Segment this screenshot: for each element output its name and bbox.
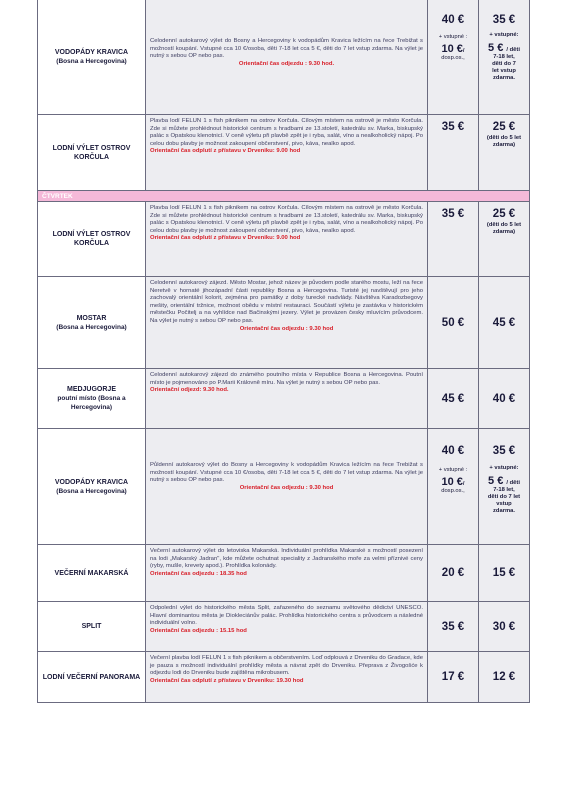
entry-fee-line: zdarma.: [493, 75, 515, 81]
child-price: [479, 0, 529, 114]
excursion-title: SPLIT: [81, 623, 102, 630]
table-row: [38, 202, 529, 277]
excursion-title: VODOPÁDY KRAVICA: [54, 478, 129, 486]
description-text: Celodenní autokarový výlet do Bosny a Hercegoviny k vodopádům Kravica ležícím na řece Trebižat s možností koupání. Vstupné cca 10 €/osoba, děti 7-18 let cca 5 €, děti do 7 let vstup zdarma. Na výlet je nutný s sebou OP nebo pas.: [150, 38, 423, 60]
price-value: 35 €: [441, 121, 465, 133]
departure-time: Orientační čas odjezdu : 15.15 hod: [150, 627, 247, 634]
entry-fee-value: [441, 43, 464, 55]
price-value: 35 €: [441, 208, 465, 220]
adult-price: [428, 545, 479, 601]
entry-fee-line: / děti: [506, 480, 520, 486]
price-value: 45 €: [441, 392, 465, 405]
table-row: [38, 115, 529, 191]
description-text: Půldenní autokarový výlet do Bosny a Hercegoviny k vodopádům Kravica ležícím na řece Trebižat s možností koupání. Vstupné cca 10 €/osoba, děti 7-18 let cca 5 €, děti do 7 let vstup zdarma. Na výlet je nutný s sebou OP nebo pas.: [150, 462, 423, 484]
day-header: ČTVRTEK: [38, 191, 529, 202]
price-value: 50 €: [441, 316, 465, 329]
entry-fee-value: [488, 42, 520, 54]
price-value: 30 €: [492, 620, 516, 633]
child-price: [479, 429, 529, 544]
entry-fee-amount: 5 €: [488, 475, 504, 487]
price-value: 25 €: [492, 121, 516, 133]
child-price: [479, 277, 529, 368]
excursion-description: [146, 115, 428, 190]
price-value: 35 €: [492, 445, 516, 457]
departure-time: Orientační čas odplutí z přístavu v Drveniku: 9.00 hod: [150, 235, 301, 242]
excursion-region: poutní místo (Bosna a Hercegovina): [57, 395, 126, 411]
price-value: 35 €: [441, 620, 465, 633]
entry-fee-amount: 5 €: [488, 42, 504, 54]
excursion-name: [38, 602, 146, 651]
table-row: [38, 429, 529, 545]
child-price: [479, 369, 529, 428]
price-value: 25 €: [492, 208, 516, 220]
entry-fee-line: děti do 7 let: [487, 494, 521, 500]
adult-price: [428, 0, 479, 114]
excursion-description: [146, 545, 428, 601]
adult-price: [428, 369, 479, 428]
entry-fee-amount: 10 €: [441, 43, 463, 55]
entry-fee-value: [441, 476, 464, 488]
excursion-name: [38, 202, 146, 276]
entry-fee-line: 7-18 let,: [493, 54, 515, 60]
excursion-title: LODNÍ VÝLET OSTROV KORČULA: [52, 231, 131, 247]
excursion-description: [146, 202, 428, 276]
entry-fee-note: dosp.os.,: [441, 55, 465, 61]
price-value: 40 €: [492, 392, 516, 405]
description-text: Celodenní autokarový zájezd do známého poutního místa v Republice Bosna a Hercegovina. Poutní místo je pojmenováno po P.Marii Královně míru. Na výlet je nutný s sebou OP nebo pas.: [150, 372, 423, 386]
excursion-region: (Bosna a Hercegovina): [56, 323, 127, 331]
excursion-name: [38, 429, 146, 544]
excursion-region: (Bosna a Hercegovina): [56, 487, 127, 495]
excursion-name: [38, 0, 146, 114]
excursion-title: MOSTAR: [76, 314, 107, 322]
price-note: (děti do 5 let zdarma): [486, 135, 522, 148]
description-text: Plavba lodí FELUN 1 s fish piknikem na ostrov Korčula. Cílovým místem na ostrově je město Korčula. Zde si můžete prohlédnout historické centrum s hradbami ze 13.století, katedrálu sv. Marka, biskupský palác s Opatskou klenotnicí. V ceně výletu při plavbě zpět je i ryba, salát, víno a nealkoholický nápoj. Po celou dobu plavby je možnost zakoupení občerstvení, pivo, káva, nealko apod.: [150, 118, 423, 147]
excursion-description: [146, 369, 428, 428]
table-row: [38, 0, 529, 115]
price-note: (děti do 5 let zdarma): [486, 222, 522, 235]
entry-fee-label: + vstupné:: [489, 465, 519, 471]
entry-fee-line: zdarma.: [493, 508, 515, 514]
entry-fee-line: let vstup: [492, 68, 516, 74]
price-value: 45 €: [492, 316, 516, 329]
excursion-region: (Bosna a Hercegovina): [56, 58, 127, 65]
departure-time: Orientační čas odplutí z přístavu v Drveniku: 19.30 hod: [150, 677, 304, 684]
departure-time: Orientační čas odjezdu : 9.30 hod: [239, 484, 334, 491]
excursion-name: [38, 277, 146, 368]
adult-price: [428, 202, 479, 276]
excursion-description: [146, 277, 428, 368]
child-price: [479, 652, 529, 702]
entry-fee-amount: 10 €: [441, 476, 463, 488]
entry-fee-note: dosp.os.,: [441, 488, 465, 494]
entry-fee-line: děti do 7: [492, 61, 516, 67]
excursion-name: [38, 369, 146, 428]
excursion-description: [146, 0, 428, 114]
excursion-table: [37, 0, 530, 703]
child-price: [479, 602, 529, 651]
child-price: [479, 115, 529, 190]
adult-price: [428, 277, 479, 368]
table-row: [38, 369, 529, 429]
entry-fee-unit: /: [462, 48, 465, 54]
excursion-title: LODNÍ VEČERNÍ PANORAMA: [42, 673, 141, 681]
excursion-description: [146, 602, 428, 651]
price-value: 15 €: [492, 567, 516, 579]
description-text: Večerní plavba lodí FELUN 1 s fish piknikem a občerstvením. Loď odplouvá z Drveniku do Gradace, kde je pauza s možností individuální prohlídky města a návrat zpět do Drveniku. Přeprava z Živogošće k odjezdu lodi do Drveniku bude zajištěna mikrobusem.: [150, 655, 423, 677]
description-text: Celodenní autokarový zájezd. Město Mostar, jehož název je původem podle starého mostu, leží na řece Neretvě v hornaté jihozápadní části republiky Bosna a Hercegovina. Turisté jej navštěvují pro jeho zachovalý orientální kolorit, zejména pro památky z doby turecké nadvlády. Návštěva Karadozbegovy mešity, orientální tržnice, možnost obědu v místní restauraci. Součástí výletu je zastávka v historickém městečku Počitelj a na vyhlídce nad Bačinskými jezery. Výlet je provázen česky mluvícím průvodcem. Na výlet je nutný s sebou OP nebo pas.: [150, 280, 423, 324]
entry-fee-line: vstup: [496, 501, 512, 507]
entry-fee-label: + vstupné :: [438, 467, 468, 473]
departure-time: Orientační čas odjezdu : 18.35 hod: [150, 570, 247, 577]
excursion-name: [38, 545, 146, 601]
excursion-name: [38, 115, 146, 190]
adult-price: [428, 652, 479, 702]
departure-time: Orientační odjezd: 9.30 hod.: [150, 387, 229, 394]
excursion-title: MEDJUGORJE: [66, 386, 116, 393]
price-value: 12 €: [492, 671, 516, 683]
entry-fee-value: [488, 475, 520, 487]
entry-fee-unit: /: [462, 481, 465, 487]
entry-fee-line: 7-18 let,: [493, 487, 515, 493]
table-row: [38, 545, 529, 602]
excursion-title: VODOPÁDY KRAVICA: [54, 49, 129, 56]
adult-price: [428, 429, 479, 544]
description-text: Večerní autokarový výlet do letoviska Makarská. Individuální prohlídka Makarské s možností posezení na lodi „Makarský Jadran", kde můžete ochutnat speciality z Jadranského moře za velmi příznivé ceny (ryby, mušle, krevety apod.). Prohlídka kolonády.: [150, 548, 423, 570]
excursion-name: [38, 652, 146, 702]
entry-fee-label: + vstupné:: [489, 32, 519, 38]
child-price: [479, 545, 529, 601]
table-row: [38, 602, 529, 652]
excursion-description: [146, 429, 428, 544]
child-price: [479, 202, 529, 276]
departure-time: Orientační čas odjezdu : 9.30 hod: [239, 325, 334, 332]
departure-time: Orientační čas odjezdu : 9.30 hod.: [238, 60, 335, 67]
price-value: 40 €: [441, 445, 465, 457]
excursion-title: LODNÍ VÝLET OSTROV KORČULA: [52, 144, 131, 161]
table-row: [38, 652, 529, 703]
description-text: Odpolední výlet do historického města Split, zařazeného do seznamu světového dědictví UNESCO. Hlavní dominantou města je Diokleciánův palác. Prohlídka historického centra s průvodcem a následné individuální volno.: [150, 605, 423, 627]
entry-fee-label: + vstupné :: [438, 34, 468, 40]
table-row: [38, 277, 529, 369]
excursion-title: VEČERNÍ MAKARSKÁ: [54, 569, 129, 577]
price-value: 40 €: [441, 14, 465, 26]
adult-price: [428, 602, 479, 651]
price-value: 20 €: [441, 567, 465, 579]
adult-price: [428, 115, 479, 190]
price-value: 17 €: [441, 671, 465, 683]
price-value: 35 €: [492, 14, 516, 26]
excursion-description: [146, 652, 428, 702]
description-text: Plavba lodí FELUN 1 s fish piknikem na ostrov Korčula. Cílovým místem na ostrově je město Korčula. Zde si můžete prohlédnout historické centrum s hradbami ze 13.století, katedrálu sv. Marka, biskupský palác s Opatskou klenotnicí. V ceně výletu při plavbě zpět je i ryba, salát, víno a nealkoholický nápoj. Po celou dobu plavby je možnost zakoupení občerstvení, pivo, káva, nealko apod.: [150, 205, 423, 234]
entry-fee-line: / děti: [506, 47, 520, 53]
departure-time: Orientační čas odplutí z přístavu v Drveniku: 9.00 hod: [150, 148, 301, 155]
